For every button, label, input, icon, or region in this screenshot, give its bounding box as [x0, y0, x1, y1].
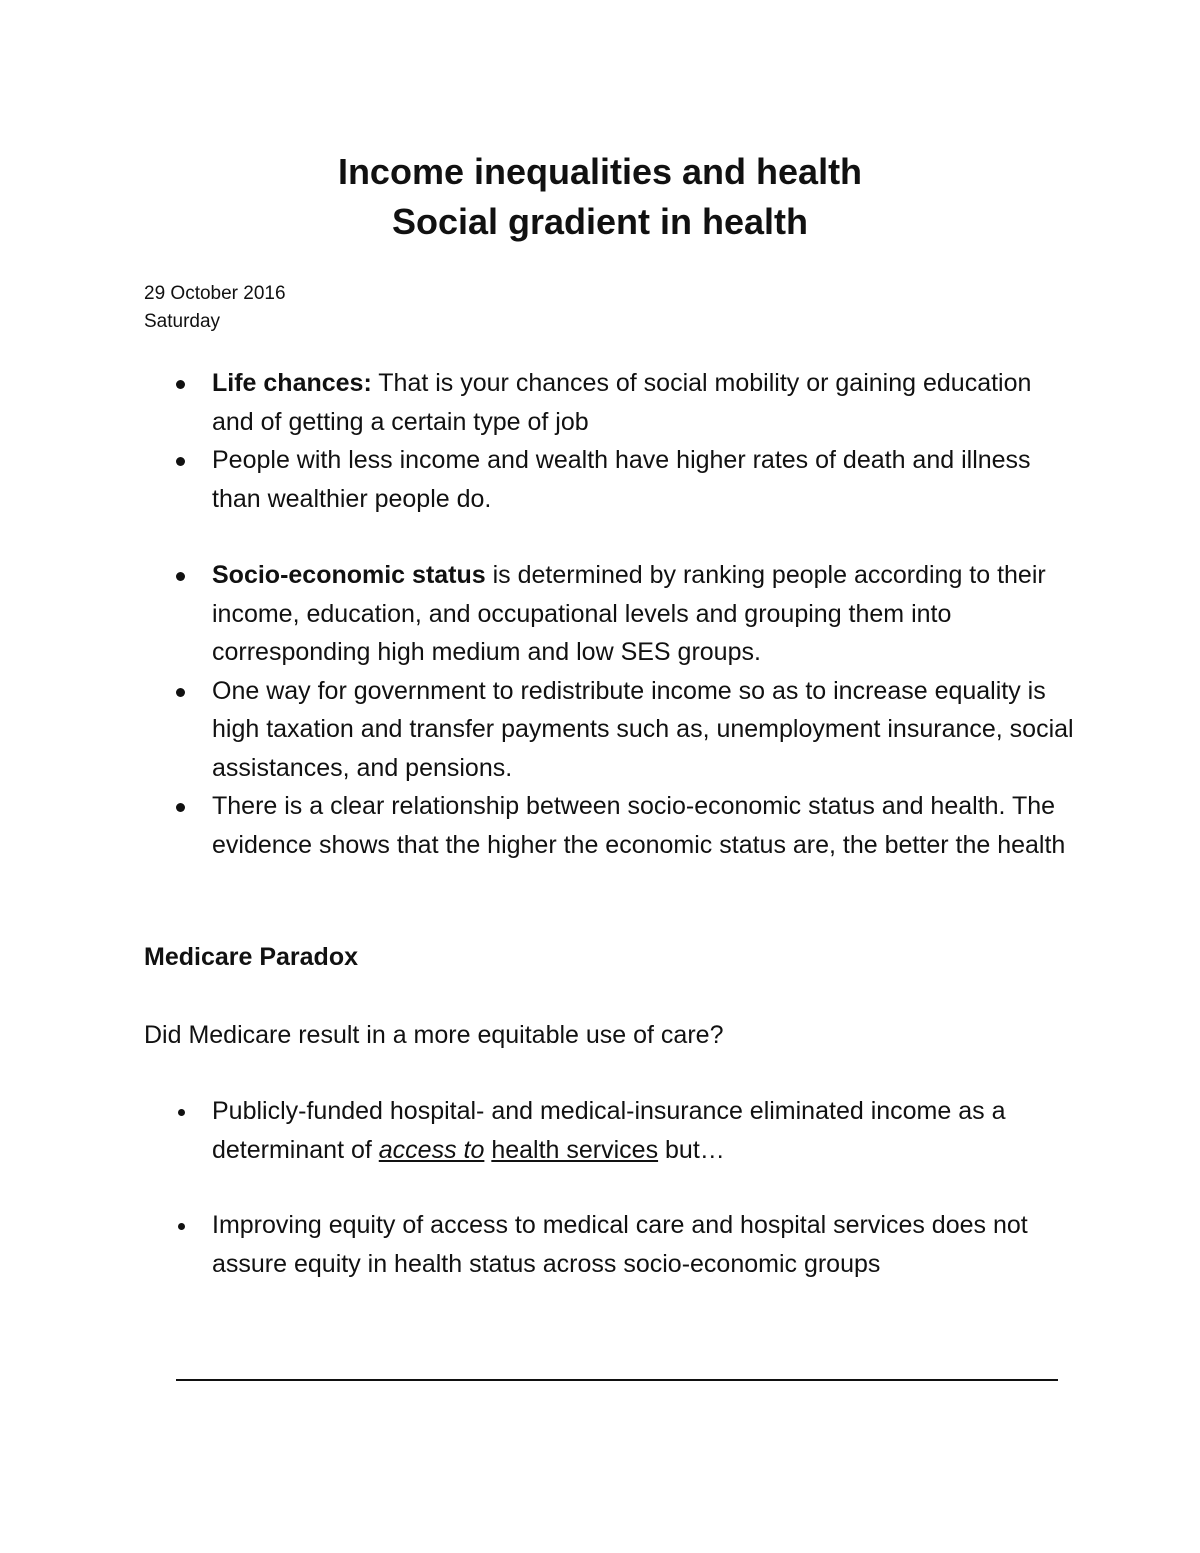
list-item-text: Improving equity of access to medical care and hospital services does not assure equity in health status across socio-economic groups	[212, 1211, 1028, 1278]
list-item	[144, 1092, 1074, 1169]
bullet-list-1	[144, 364, 1074, 518]
list-item	[144, 441, 1074, 518]
list-item	[144, 672, 1074, 788]
horizontal-rule	[176, 1379, 1058, 1381]
list-item	[144, 1206, 1074, 1283]
bullet-list-3	[144, 1092, 1074, 1169]
term-label: Socio-economic status	[212, 561, 486, 589]
emphasis-text: access to	[378, 1135, 485, 1164]
bullet-list-2	[144, 556, 1074, 864]
underlined-text: health services	[491, 1135, 659, 1164]
bullet-icon	[176, 803, 185, 812]
day-text: Saturday	[144, 311, 221, 332]
list-item	[144, 787, 1074, 864]
section-question: Did Medicare result in a more equitable use of care?	[144, 1021, 724, 1049]
list-item-text-end: but…	[658, 1135, 725, 1164]
bullet-icon	[178, 1109, 185, 1116]
bullet-icon	[176, 380, 185, 389]
list-item-text: is determined by ranking people according to their income, education, and occupational levels and grouping them into corresponding high medium and low SES groups.	[212, 561, 1046, 666]
list-item-text: People with less income and wealth have higher rates of death and illness than wealthier people do.	[212, 446, 1031, 513]
list-item-text: Publicly-funded hospital- and medical-insurance eliminated income as a determinant of	[212, 1097, 1006, 1164]
bullet-icon	[178, 1223, 185, 1230]
date-block	[144, 280, 286, 336]
date-text: 29 October 2016	[144, 283, 286, 304]
list-item-text: There is a clear relationship between socio-economic status and health. The evidence shows that the higher the economic status are, the better the health	[212, 792, 1066, 859]
section-heading: Medicare Paradox	[144, 943, 358, 971]
list-item-text: That is your chances of social mobility or gaining education and of getting a certain type of job	[212, 369, 1032, 436]
term-label: Life chances:	[212, 369, 372, 397]
page-title: Income inequalities and health	[337, 151, 863, 192]
bullet-list-4	[144, 1206, 1074, 1283]
bullet-icon	[176, 688, 185, 697]
list-item-text: One way for government to redistribute income so as to increase equality is high taxation and transfer payments such as, unemployment insurance, social assistances, and pensions.	[212, 676, 1074, 782]
bullet-icon	[176, 572, 185, 581]
bullet-icon	[176, 457, 185, 466]
list-item	[144, 556, 1074, 672]
page-subtitle: Social gradient in health	[391, 201, 809, 242]
list-item	[144, 364, 1074, 441]
